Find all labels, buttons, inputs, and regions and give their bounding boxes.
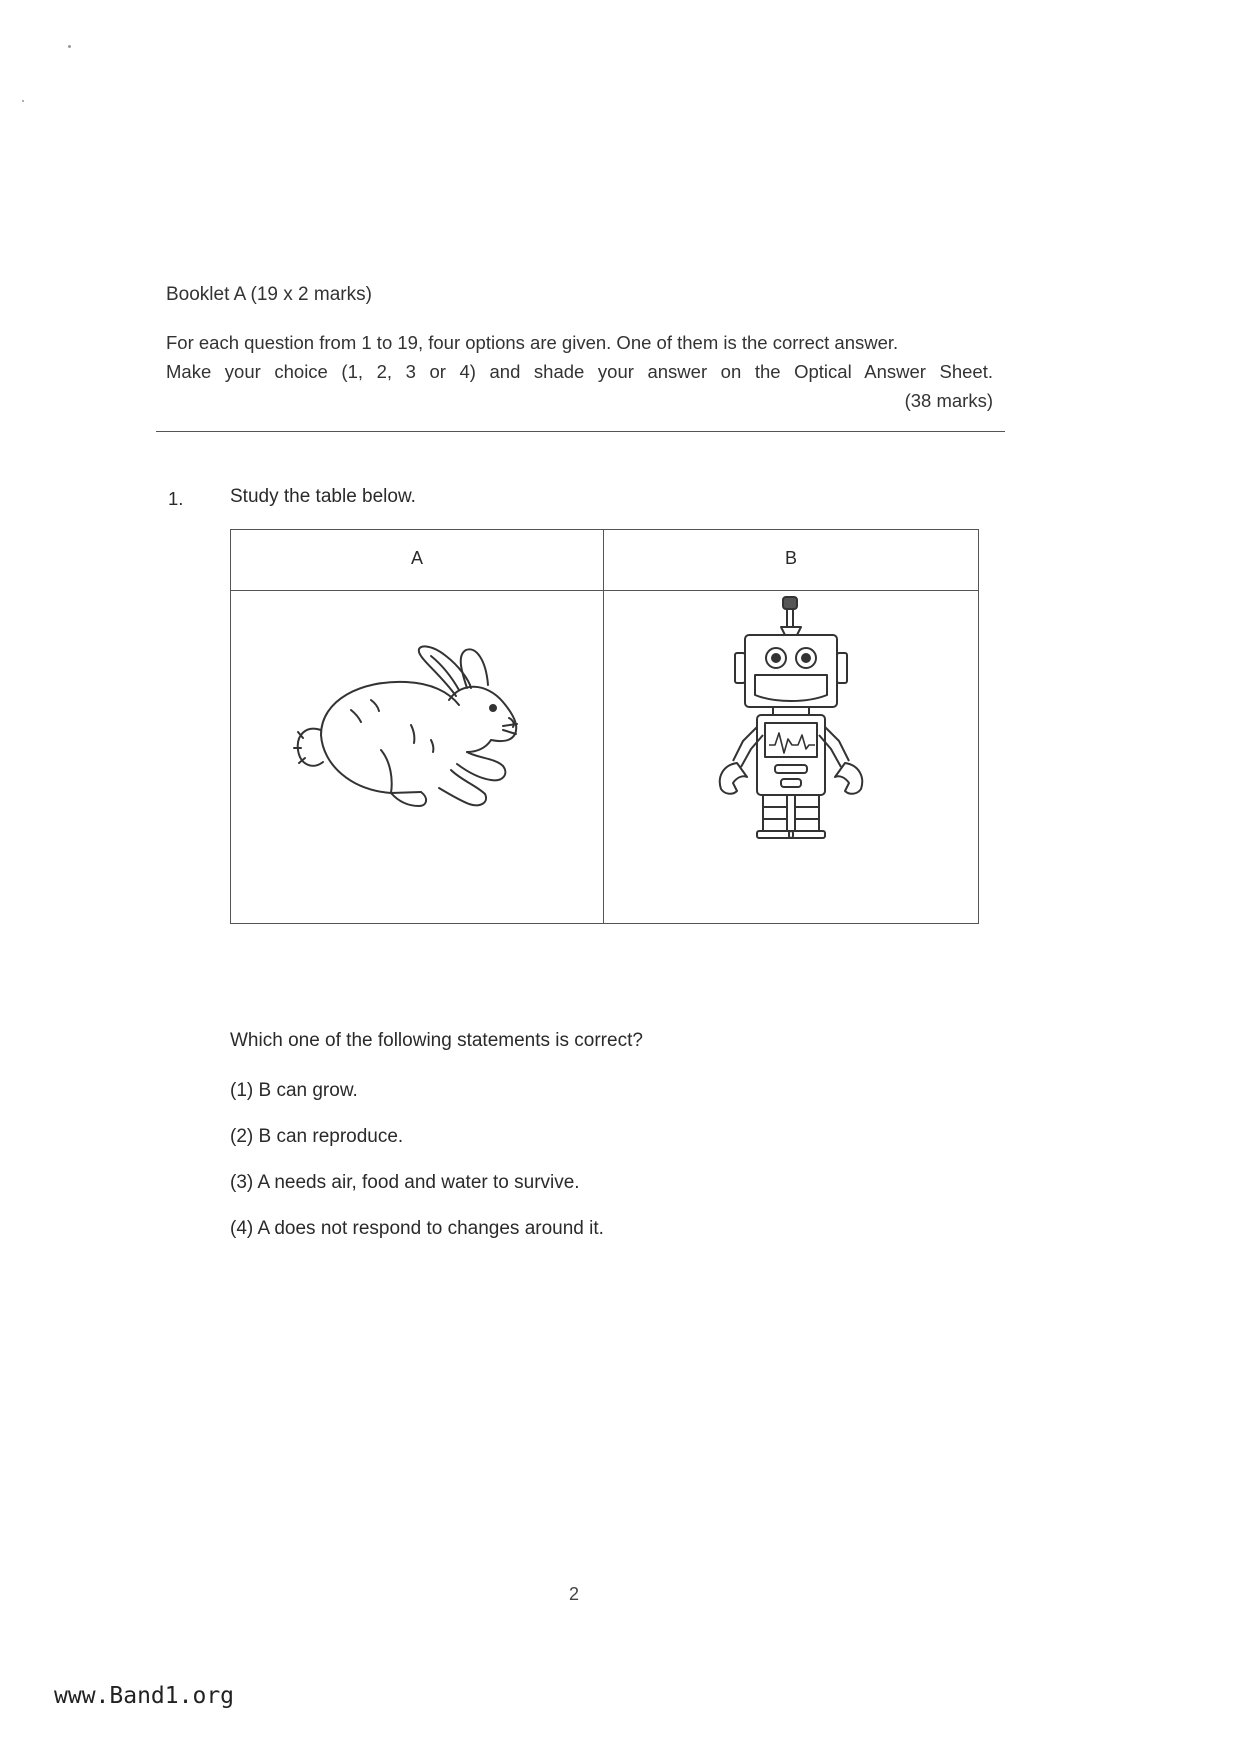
answer-option-1: (1) B can grow. xyxy=(230,1080,358,1101)
question-number: 1. xyxy=(168,488,184,509)
scan-speck xyxy=(22,100,24,102)
table-header-a: A xyxy=(410,548,423,568)
answer-option-2: (2) B can reproduce. xyxy=(230,1126,404,1147)
table-header-divider xyxy=(231,590,978,591)
section-divider xyxy=(156,431,1005,432)
table-column-divider xyxy=(603,530,604,923)
booklet-title: Booklet A (19 x 2 marks) xyxy=(166,284,372,305)
watermark-url: www.Band1.org xyxy=(54,1683,235,1709)
instructions xyxy=(166,328,993,415)
instructions-line-1: For each question from 1 to 19, four options are given. One of them is the correct answer. xyxy=(166,332,899,353)
question-prompt: Study the table below. xyxy=(230,486,416,507)
answer-option-4: (4) A does not respond to changes around it. xyxy=(230,1218,604,1239)
table-header-b: B xyxy=(784,548,797,568)
question-text: Which one of the following statements is correct? xyxy=(230,1030,643,1051)
instructions-line-2: Make your choice (1, 2, 3 or 4) and shade your answer on the Optical Answer Sheet. xyxy=(166,361,993,382)
answer-option-3: (3) A needs air, food and water to survive. xyxy=(230,1172,580,1193)
robot-illustration xyxy=(701,595,881,840)
page-number: 2 xyxy=(568,1584,579,1604)
scan-speck xyxy=(68,45,71,48)
total-marks: (38 marks) xyxy=(904,390,993,411)
answer-options xyxy=(230,1080,604,1264)
rabbit-illustration xyxy=(281,630,526,815)
comparison-table xyxy=(230,529,979,924)
